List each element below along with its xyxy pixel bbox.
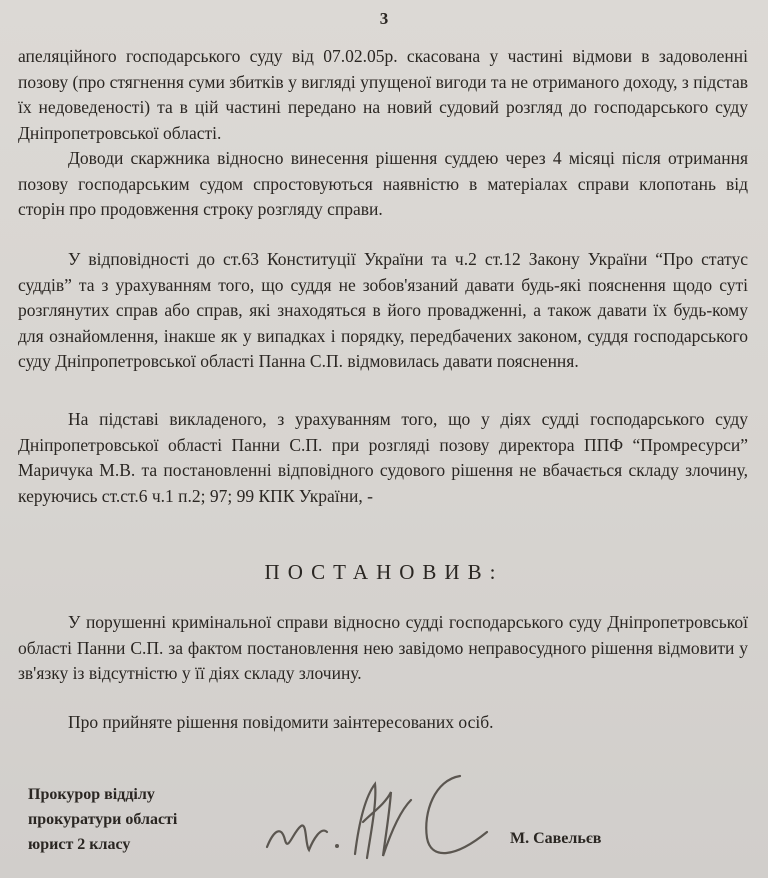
paragraph-1 [18, 44, 748, 146]
paragraph-5-text: У порушенні кримінальної справи відносно судді господарського суду Дніпропетровської області Панни С.П. за фактом постановлення нею завідомо неправосудного рішення відмовити у зв'язку із відсутністю у її діях складу злочину. [18, 612, 748, 683]
paragraph-2 [18, 146, 748, 223]
paragraph-6 [18, 710, 748, 736]
page-number: 3 [379, 9, 389, 28]
paragraph-3 [18, 247, 748, 375]
signer-title-line-3: юрист 2 класу [28, 836, 131, 853]
paragraph-4-text: На підставі викладеного, з урахуванням того, що у діях судді господарського суду Дніпропетровської області Панни С.П. при розгляді позову директора ППФ “Промресурси” Маричука М.В. та постановленні відповідного судового рішення не вбачається складу злочину, керуючись ст.ст.6 ч.1 п.2; 97; 99 КПК України, - [18, 409, 748, 506]
paragraph-5 [18, 610, 748, 687]
paragraph-6-text: Про прийняте рішення повідомити заінтересованих осіб. [68, 712, 494, 732]
signer-name: М. Савельєв [510, 830, 602, 847]
paragraph-3-text: У відповідності до ст.63 Конституції України та ч.2 ст.12 Закону України “Про статус суддів” та з урахуванням того, що суддя не зобов'язаний давати будь-які пояснення щодо суті розглянутих справ або справ, які знаходяться в його провадженні, а також давати їх будь-кому для ознайомлення, інакше як у випадках і порядку, передбачених законом, суддя господарського суду Дніпропетровської області Панна С.П. відмовилась давати пояснення. [18, 249, 748, 371]
signer-title-line-2: прокуратури області [28, 811, 178, 828]
handwritten-signature [255, 762, 495, 872]
signer-title [28, 782, 177, 857]
paragraph-4 [18, 407, 748, 509]
resolution-heading: ПОСТАНОВИВ: [264, 560, 504, 584]
paragraph-1-text: апеляційного господарського суду від 07.02.05р. скасована у частині відмови в задоволенні позову (про стягнення суми збитків у вигляді упущеної вигоди та не отриманого доходу, з підстав їх недоведеності) та в цій частині передано на новий судовий розгляд до господарського суду Дніпропетровської області. [18, 46, 748, 143]
paragraph-2-text: Доводи скаржника відносно винесення рішення суддею через 4 місяці після отримання позову господарським судом спростовуються наявністю в матеріалах справи клопотань від сторін про продовження строку розгляду справи. [18, 148, 748, 219]
signer-title-line-1: Прокурор відділу [28, 786, 155, 803]
